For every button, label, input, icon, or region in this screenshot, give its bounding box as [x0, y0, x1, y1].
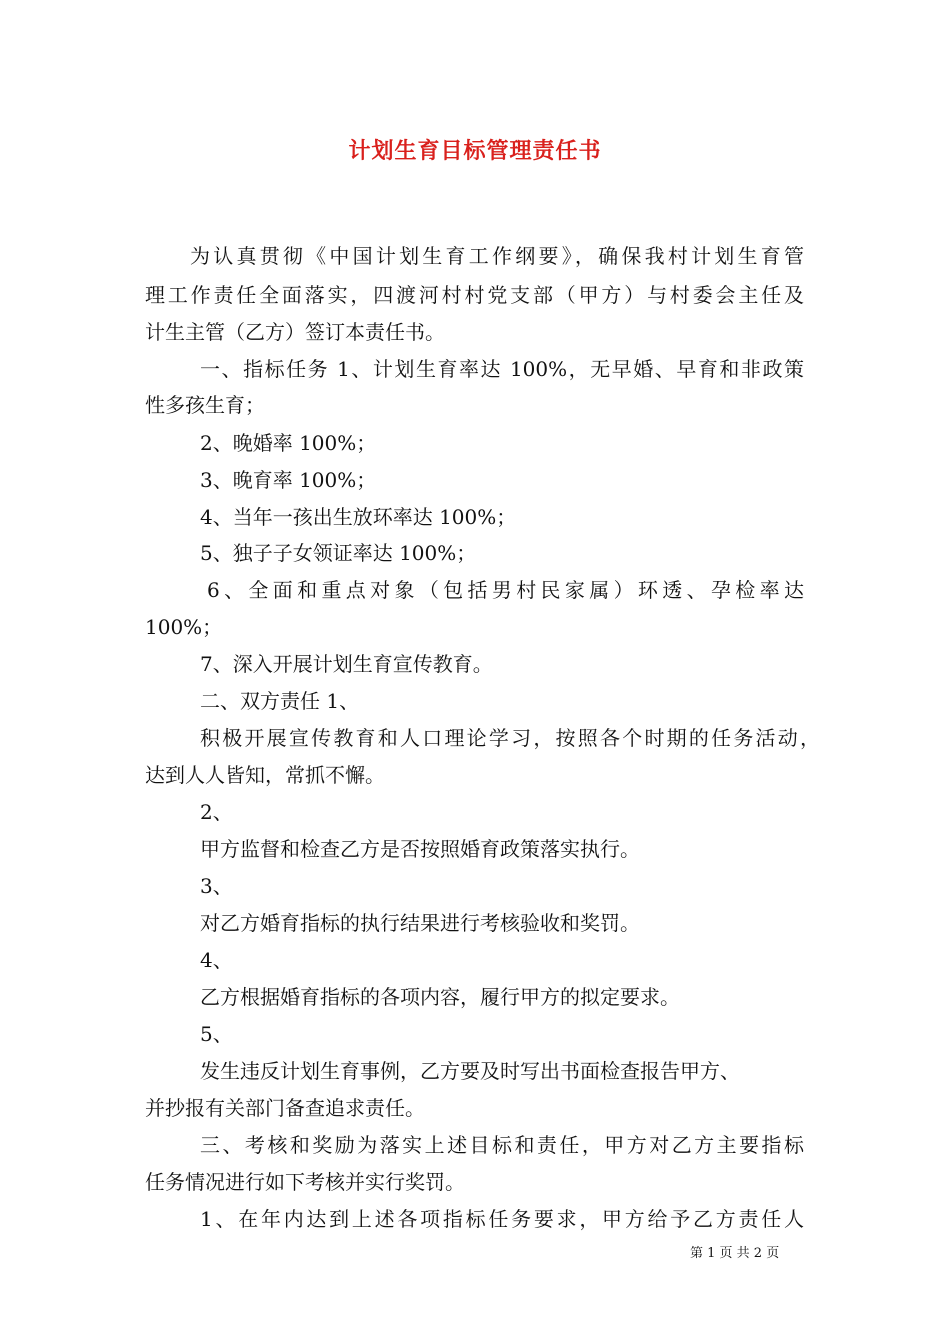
- body-line: 5、: [200, 1022, 233, 1046]
- body-line: 3、晚育率 100%；: [200, 468, 377, 492]
- body-line: 计生主管（乙方）签订本责任书。: [145, 320, 445, 344]
- body-line: 乙方根据婚育指标的各项内容，履行甲方的拟定要求。: [200, 985, 680, 1009]
- body-line: 2、晚婚率 100%；: [200, 431, 377, 455]
- body-line: 理工作责任全面落实，四渡河村村党支部（甲方）与村委会主任及: [145, 283, 804, 307]
- body-line: 7、深入开展计划生育宣传教育。: [200, 652, 493, 676]
- body-line: 积极开展宣传教育和人口理论学习，按照各个时期的任务活动，: [200, 726, 820, 750]
- body-line: 3、: [200, 874, 233, 898]
- body-line: 5、独子子女领证率达 100%；: [200, 541, 477, 565]
- body-line: 对乙方婚育指标的执行结果进行考核验收和奖罚。: [200, 911, 640, 935]
- body-line: 4、: [200, 948, 233, 972]
- body-line: 6、全面和重点对象（包括男村民家属）环透、孕检率达: [207, 578, 804, 602]
- body-line: 二、双方责任 1、: [200, 689, 360, 713]
- body-line: 任务情况进行如下考核并实行奖罚。: [145, 1170, 465, 1194]
- body-line: 为认真贯彻《中国计划生育工作纲要》，确保我村计划生育管: [190, 244, 804, 268]
- body-line: 2、: [200, 800, 233, 824]
- body-line: 并抄报有关部门备查追求责任。: [145, 1096, 425, 1120]
- body-line: 1、在年内达到上述各项指标任务要求，甲方给予乙方责任人: [200, 1207, 804, 1231]
- body-line: 甲方监督和检查乙方是否按照婚育政策落实执行。: [200, 837, 640, 861]
- document-title: 计划生育目标管理责任书: [348, 138, 602, 164]
- body-line: 一、指标任务 1、计划生育率达 100%，无早婚、早育和非政策: [200, 357, 804, 381]
- body-line: 达到人人皆知，常抓不懈。: [145, 763, 385, 787]
- body-line: 4、当年一孩出生放环率达 100%；: [200, 505, 517, 529]
- page-number: 第 1 页 共 2 页: [690, 1246, 780, 1261]
- body-line: 100%；: [145, 615, 223, 639]
- body-line: 三、考核和奖励为落实上述目标和责任，甲方对乙方主要指标: [200, 1133, 804, 1157]
- body-line: 发生违反计划生育事例，乙方要及时写出书面检查报告甲方、: [200, 1059, 740, 1083]
- body-line: 性多孩生育；: [145, 393, 265, 417]
